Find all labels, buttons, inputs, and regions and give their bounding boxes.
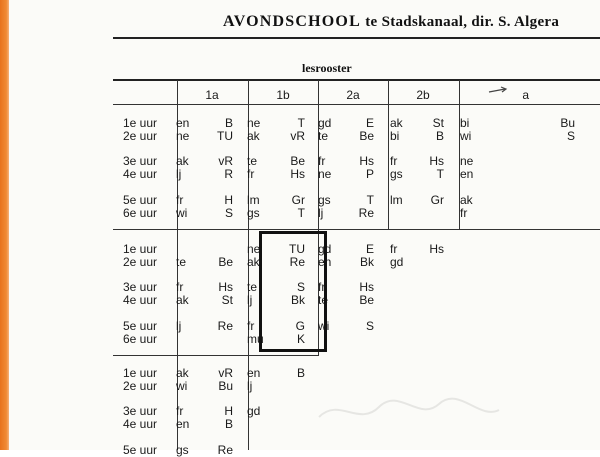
subject-code: fr	[176, 193, 184, 207]
teacher-code: Bu	[218, 379, 233, 393]
subject-code: ne	[176, 129, 190, 143]
teacher-code: S	[224, 206, 233, 220]
teacher-code: S	[296, 280, 305, 294]
column-header: 2b	[416, 88, 430, 102]
highlight-box	[259, 231, 330, 352]
hour-label: 4e uur	[123, 417, 158, 431]
hour-label: 5e uur	[123, 319, 158, 333]
subject-code: ak	[390, 116, 403, 130]
teacher-code: Bu	[560, 116, 575, 130]
teacher-code: T	[436, 167, 444, 181]
subject-code: bi	[390, 129, 400, 143]
hour-label: 6e uur	[123, 332, 158, 346]
teacher-code: Hs	[359, 154, 374, 168]
header-row-rule	[113, 104, 600, 105]
subject-code: ak	[176, 154, 189, 168]
teacher-code: Be	[359, 129, 374, 143]
teacher-code: R	[224, 167, 233, 181]
subject-code: mu	[247, 332, 264, 346]
teacher-code: H	[224, 193, 233, 207]
subject-code: ne	[247, 242, 261, 256]
subject-code: ak	[176, 366, 189, 380]
subject-code: gs	[318, 193, 331, 207]
subject-code: ak	[247, 255, 260, 269]
column-header: 1b	[276, 88, 290, 102]
subject-code: fr	[247, 167, 255, 181]
subject-code: ne	[460, 154, 474, 168]
hour-label: 3e uur	[123, 280, 158, 294]
block-separator	[113, 355, 319, 356]
teacher-code: Hs	[359, 280, 374, 294]
hour-label: 2e uur	[123, 379, 158, 393]
hour-label: 2e uur	[123, 255, 158, 269]
subject-code: te	[247, 280, 258, 294]
school-location-director: te Stadskanaal, dir. S. Algera	[365, 14, 560, 30]
teacher-code: Hs	[429, 154, 444, 168]
teacher-code: T	[297, 116, 305, 130]
subject-code: lj	[247, 293, 253, 307]
hour-label: 1e uur	[123, 366, 158, 380]
orange-page-edge	[0, 0, 9, 450]
subject-code: fr	[176, 404, 184, 418]
teacher-code: S	[365, 319, 374, 333]
table-top-rule	[113, 79, 600, 81]
teacher-code: E	[365, 116, 374, 130]
subject-code: lj	[247, 379, 253, 393]
teacher-code: vR	[290, 129, 305, 143]
teacher-code: Bk	[290, 293, 305, 307]
hour-label: 5e uur	[123, 193, 158, 207]
subject-code: ak	[460, 193, 473, 207]
teacher-code: S	[566, 129, 575, 143]
subject-code: lm	[247, 193, 260, 207]
teacher-code: Bk	[359, 255, 374, 269]
subject-code: fr	[318, 280, 326, 294]
subject-code: en	[176, 116, 190, 130]
subject-code: fr	[390, 242, 398, 256]
subject-code: gs	[390, 167, 403, 181]
school-name: AVONDSCHOOL	[223, 13, 361, 30]
subject-code: lj	[318, 206, 324, 220]
teacher-code: B	[296, 366, 305, 380]
subject-code: ak	[247, 129, 260, 143]
teacher-code: Gr	[430, 193, 444, 207]
subject-code: fr	[247, 319, 255, 333]
teacher-code: Hs	[290, 167, 305, 181]
subject-code: gs	[176, 443, 189, 457]
teacher-code: B	[435, 129, 444, 143]
hour-label: 3e uur	[123, 404, 158, 418]
teacher-code: Re	[217, 443, 233, 457]
column-divider	[388, 80, 389, 230]
teacher-code: B	[224, 417, 233, 431]
subject-code: gd	[247, 404, 261, 418]
subject-code: fr	[460, 206, 468, 220]
subject-code: fr	[176, 280, 184, 294]
teacher-code: E	[365, 242, 374, 256]
teacher-code: Re	[289, 255, 305, 269]
column-header: 2a	[346, 88, 360, 102]
teacher-code: Re	[217, 319, 233, 333]
subject-code: wi	[460, 129, 472, 143]
subject-code: wi	[176, 206, 188, 220]
column-header: 1a	[205, 88, 219, 102]
teacher-code: vR	[218, 154, 233, 168]
subject-code: fr	[318, 154, 326, 168]
pencil-arrow-mark	[488, 86, 510, 96]
teacher-code: TU	[217, 129, 233, 143]
subject-code: lj	[176, 319, 182, 333]
hour-label: 3e uur	[123, 154, 158, 168]
teacher-code: P	[365, 167, 374, 181]
teacher-code: Be	[359, 293, 374, 307]
subject-code: lj	[176, 167, 182, 181]
subject-code: en	[318, 255, 332, 269]
document-header	[223, 13, 559, 31]
header-rule	[113, 37, 600, 39]
subject-code: lm	[390, 193, 403, 207]
subject-code: ne	[318, 167, 332, 181]
subject-code: wi	[318, 319, 330, 333]
teacher-code: Re	[358, 206, 374, 220]
subject-code: te	[176, 255, 187, 269]
teacher-code: St	[221, 293, 233, 307]
subject-code: ak	[176, 293, 189, 307]
teacher-code: Gr	[291, 193, 305, 207]
document-page	[9, 0, 600, 457]
teacher-code: K	[296, 332, 305, 346]
subject-code: ne	[247, 116, 261, 130]
subject-code: fr	[390, 154, 398, 168]
teacher-code: H	[224, 404, 233, 418]
hour-label: 4e uur	[123, 293, 158, 307]
teacher-code: vR	[218, 366, 233, 380]
subject-code: en	[176, 417, 190, 431]
hour-label: 5e uur	[123, 443, 158, 457]
timetable-caption: lesrooster	[302, 61, 352, 75]
show-through-script	[309, 392, 509, 432]
hour-label: 1e uur	[123, 242, 158, 256]
subject-code: gd	[318, 242, 332, 256]
teacher-code: T	[366, 193, 374, 207]
teacher-code: TU	[289, 242, 305, 256]
subject-code: gs	[247, 206, 260, 220]
subject-code: te	[247, 154, 258, 168]
teacher-code: G	[295, 319, 305, 333]
subject-code: en	[247, 366, 261, 380]
hour-label: 6e uur	[123, 206, 158, 220]
teacher-code: Be	[290, 154, 305, 168]
block-separator	[113, 229, 600, 230]
subject-code: gd	[318, 116, 332, 130]
teacher-code: T	[297, 206, 305, 220]
teacher-code: Be	[218, 255, 233, 269]
hour-label: 2e uur	[123, 129, 158, 143]
subject-code: en	[460, 167, 474, 181]
subject-code: te	[318, 293, 329, 307]
teacher-code: St	[432, 116, 444, 130]
teacher-code: Hs	[429, 242, 444, 256]
teacher-code: B	[224, 116, 233, 130]
subject-code: bi	[460, 116, 470, 130]
column-header: a	[522, 88, 529, 102]
subject-code: te	[318, 129, 329, 143]
subject-code: wi	[176, 379, 188, 393]
hour-label: 4e uur	[123, 167, 158, 181]
hour-label: 1e uur	[123, 116, 158, 130]
teacher-code: Hs	[218, 280, 233, 294]
subject-code: gd	[390, 255, 404, 269]
